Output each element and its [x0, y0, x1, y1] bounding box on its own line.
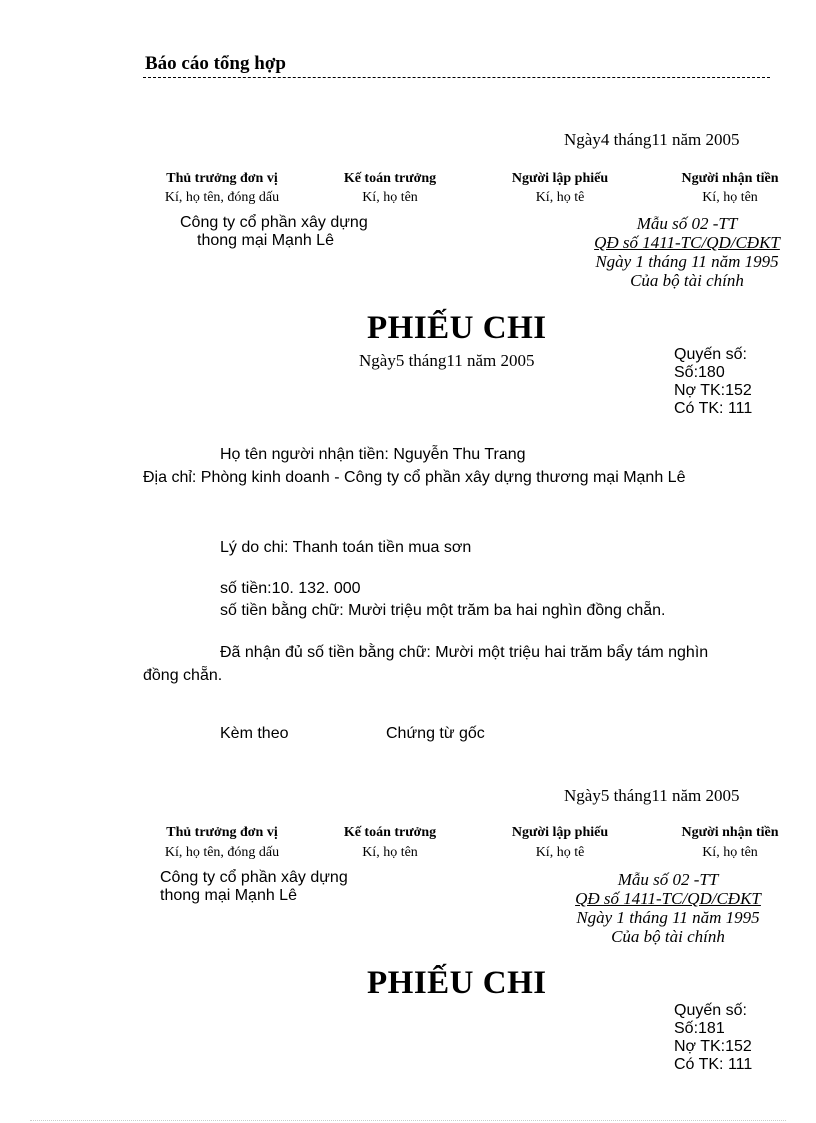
receipt1-credit-account: Có TK: 111 [674, 400, 753, 417]
receipt2-signature-sub-chief-accountant: Kí, họ tên [362, 845, 418, 860]
page-bottom-divider [30, 1120, 786, 1121]
received-amount-line2: đồng chẵn. [143, 667, 223, 684]
receipt1-form-decision: QĐ số 1411-TC/QD/CĐKT [594, 233, 780, 252]
receipt1-debit-account: Nợ TK:152 [674, 382, 752, 399]
received-amount-line1: Đã nhận đủ số tiền bằng chữ: Mười một triệu hai trăm bẩy tám nghìn [220, 644, 709, 661]
receipt2-book-number: Quyến số: [674, 1002, 747, 1019]
receipt2-title: PHIẾU CHI [367, 965, 547, 1001]
receipt1-form-info [567, 214, 807, 290]
receipt2-signature-title-director: Thủ trưởng đơn vị [166, 825, 278, 840]
recipient-name: Họ tên người nhận tiền: Nguyễn Thu Trang [220, 446, 526, 463]
receipt1-title: PHIẾU CHI [367, 310, 547, 346]
receipt1-issue-date: Ngày5 tháng11 năm 2005 [359, 351, 535, 370]
receipt2-signature-title-recipient: Người nhận tiền [681, 825, 779, 840]
receipt1-company-line2: thong mại Mạnh Lê [197, 232, 334, 249]
receipt1-company-line1: Công ty cổ phần xây dựng [180, 214, 368, 231]
receipt1-signature-title-preparer: Người lập phiếu [511, 171, 609, 186]
receipt2-signature-sub-director: Kí, họ tên, đóng dấu [164, 845, 280, 860]
receipt2-voucher-number: Số:181 [674, 1020, 725, 1037]
receipt1-voucher-number: Số:180 [674, 364, 725, 381]
receipt1-book-info [674, 346, 752, 418]
receipt1-signature-title-recipient: Người nhận tiền [681, 171, 779, 186]
attachment-label: Kèm theo [220, 725, 289, 742]
receipt2-form-code: Mẫu số 02 -TT [617, 870, 719, 889]
receipt1-form-code: Mẫu số 02 -TT [636, 214, 738, 233]
receipt1-top-date: Ngày4 tháng11 năm 2005 [564, 130, 740, 149]
document-header-title: Báo cáo tổng hợp [145, 53, 286, 74]
receipt2-form-date: Ngày 1 tháng 11 năm 1995 [576, 908, 760, 927]
receipt2-top-date: Ngày5 tháng11 năm 2005 [564, 786, 740, 805]
receipt2-form-issuer: Của bộ tài chính [611, 927, 725, 946]
receipt2-form-decision: QĐ số 1411-TC/QD/CĐKT [575, 889, 761, 908]
attachment-value: Chứng từ gốc [386, 725, 485, 742]
receipt1-signature-sub-chief-accountant: Kí, họ tên [362, 190, 418, 205]
receipt2-debit-account: Nợ TK:152 [674, 1038, 752, 1055]
receipt2-signature-sub-recipient: Kí, họ tên [702, 845, 758, 860]
recipient-address: Địa chỉ: Phòng kinh doanh - Công ty cổ phần xây dựng thương mại Mạnh Lê [143, 469, 686, 486]
receipt1-signature-sub-director: Kí, họ tên, đóng dấu [164, 190, 280, 205]
receipt2-form-info [548, 870, 788, 946]
header-divider [143, 77, 770, 78]
receipt1-signature-sub-recipient: Kí, họ tên [702, 190, 758, 205]
receipt2-signature-title-chief-accountant: Kế toán trưởng [343, 825, 437, 840]
receipt2-book-info [674, 1002, 752, 1074]
receipt2-company-line1: Công ty cổ phần xây dựng [160, 869, 348, 886]
receipt1-signature-title-director: Thủ trưởng đơn vị [166, 171, 278, 186]
payment-amount: số tiền:10. 132. 000 [220, 580, 361, 597]
receipt1-form-issuer: Của bộ tài chính [630, 271, 744, 290]
receipt1-signature-title-chief-accountant: Kế toán trưởng [343, 171, 437, 186]
receipt2-signature-sub-preparer: Kí, họ tê [535, 845, 585, 860]
receipt2-credit-account: Có TK: 111 [674, 1056, 753, 1073]
payment-amount-words: số tiền bằng chữ: Mười triệu một trăm ba hai nghìn đồng chẵn. [220, 602, 666, 619]
receipt1-signature-sub-preparer: Kí, họ tê [535, 190, 585, 205]
payment-reason: Lý do chi: Thanh toán tiền mua sơn [220, 539, 472, 556]
receipt1-book-number: Quyến số: [674, 346, 747, 363]
receipt2-company-line2: thong mại Mạnh Lê [160, 887, 297, 904]
receipt2-signature-title-preparer: Người lập phiếu [511, 825, 609, 840]
receipt1-form-date: Ngày 1 tháng 11 năm 1995 [595, 252, 779, 271]
